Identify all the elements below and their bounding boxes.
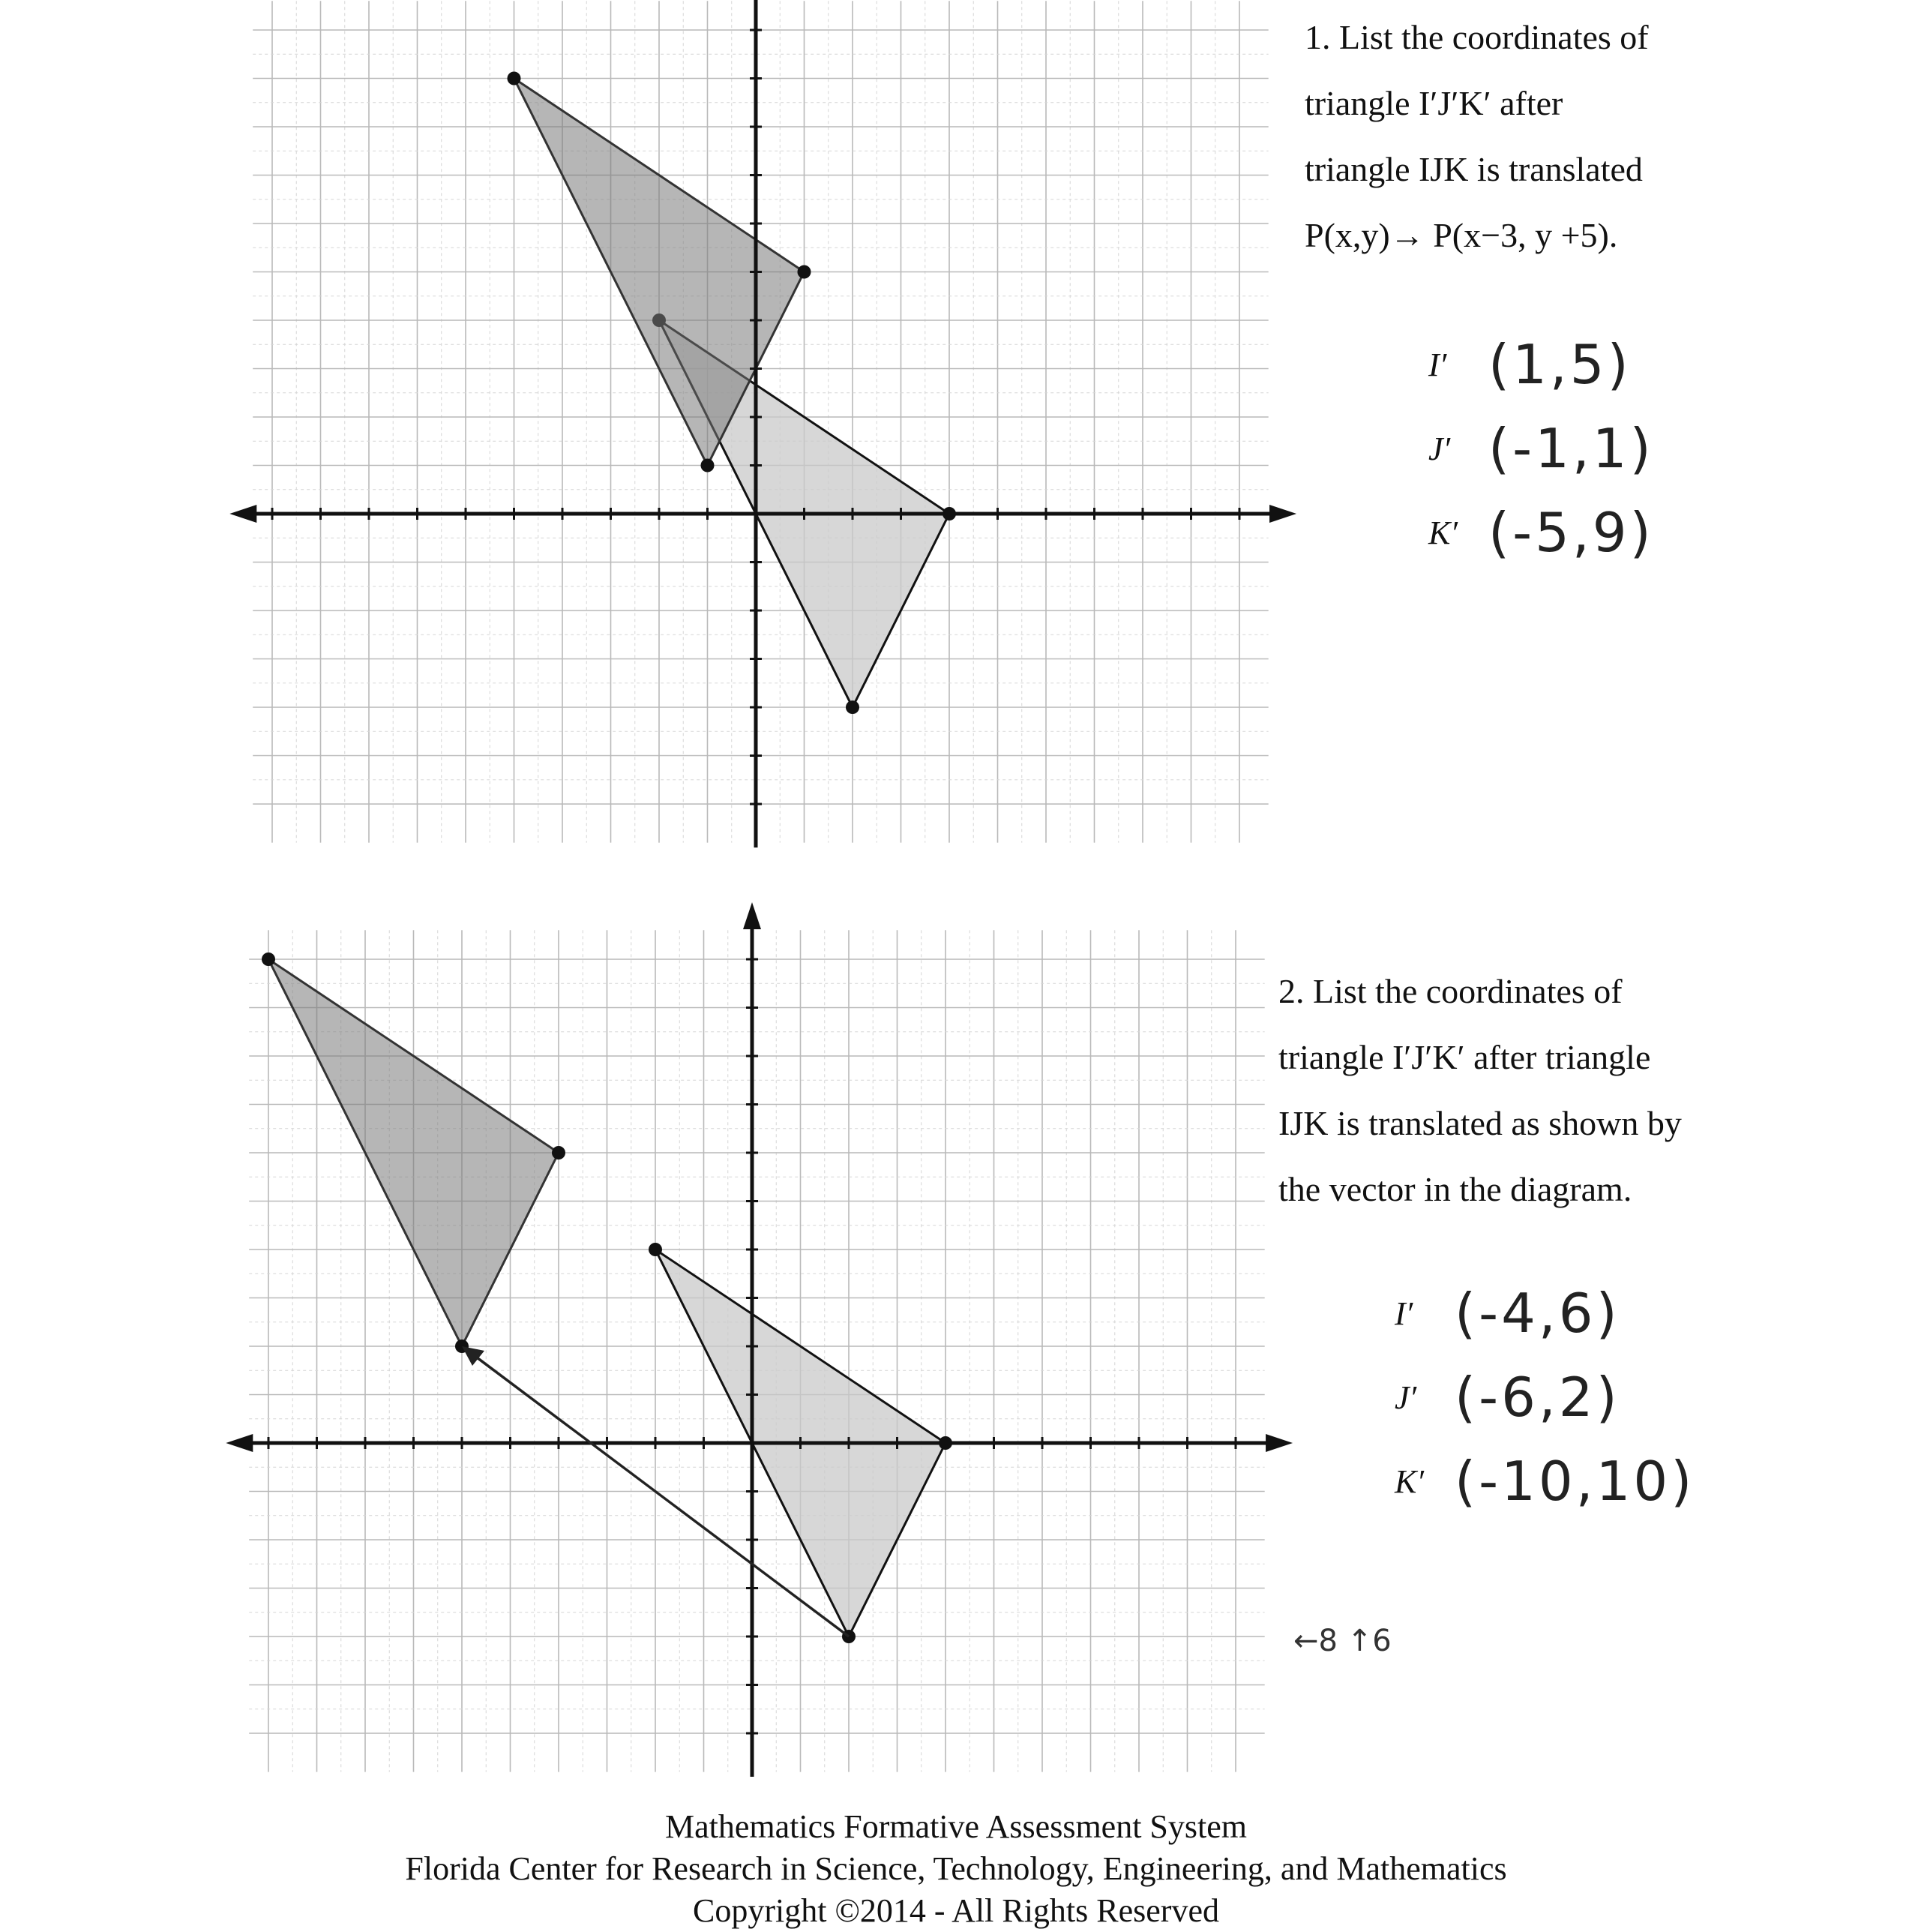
footer [0,1806,1912,1932]
x-axis-arrow-left [226,1434,253,1452]
answer-value-i: (-4,6) [1455,1282,1620,1345]
answer-label-k: K′ [1428,514,1458,551]
question-1 [1305,4,1875,268]
question-1-line-1: List the coordinates of [1339,18,1649,56]
question-2-line-3: IJK is translated as shown by [1278,1104,1682,1142]
answer-value-j: (-1,1) [1488,417,1654,480]
footer-line-2: Florida Center for Research in Science, Technology, Engineering, and Mathematics [405,1850,1507,1887]
answers-2 [1395,1271,1695,1523]
question-1-line-4: P(x,y)→ P(x−3, y +5). [1305,216,1618,254]
answer-value-j: (-6,2) [1455,1366,1620,1429]
translation-vector-arrowhead [462,1346,484,1366]
vertex-point-i [552,1146,565,1160]
question-2-line-1: List the coordinates of [1313,972,1623,1010]
answer-row-i [1395,1271,1695,1355]
y-axis-arrow-up [743,902,761,929]
answer-row-i [1428,322,1654,406]
answer-label-i: I′ [1428,346,1447,383]
footer-line-3: Copyright ©2014 - All Rights Reserved [693,1892,1219,1929]
answer-label-j: J′ [1428,430,1451,467]
answer-row-j [1395,1355,1695,1439]
x-axis-arrow-right [1266,1434,1293,1452]
question-2 [1278,958,1878,1222]
vector-note: ←8 ↑6 [1293,1624,1392,1658]
question-2-line-4: the vector in the diagram. [1278,1170,1632,1208]
answer-row-k [1428,490,1654,574]
answers-1 [1428,322,1654,574]
question-1-line-2: triangle I′J′K′ after [1305,84,1563,122]
footer-line-1: Mathematics Formative Assessment System [664,1808,1248,1845]
answer-row-j [1428,406,1654,490]
vertex-point-k [649,1243,662,1256]
answer-value-k: (-10,10) [1455,1450,1695,1513]
question-1-number: 1. [1305,18,1331,56]
question-2-line-2: triangle I′J′K′ after triangle [1278,1038,1651,1076]
question-2-number: 2. [1278,972,1305,1010]
question-1-line-3: triangle IJK is translated [1305,150,1643,188]
answer-row-k [1395,1439,1695,1523]
answer-label-j: J′ [1395,1378,1417,1416]
vertex-point-k [262,952,275,966]
answer-label-i: I′ [1395,1294,1413,1332]
answer-value-k: (-5,9) [1488,501,1654,564]
answer-label-k: K′ [1395,1462,1424,1500]
answer-value-i: (1,5) [1488,333,1632,396]
